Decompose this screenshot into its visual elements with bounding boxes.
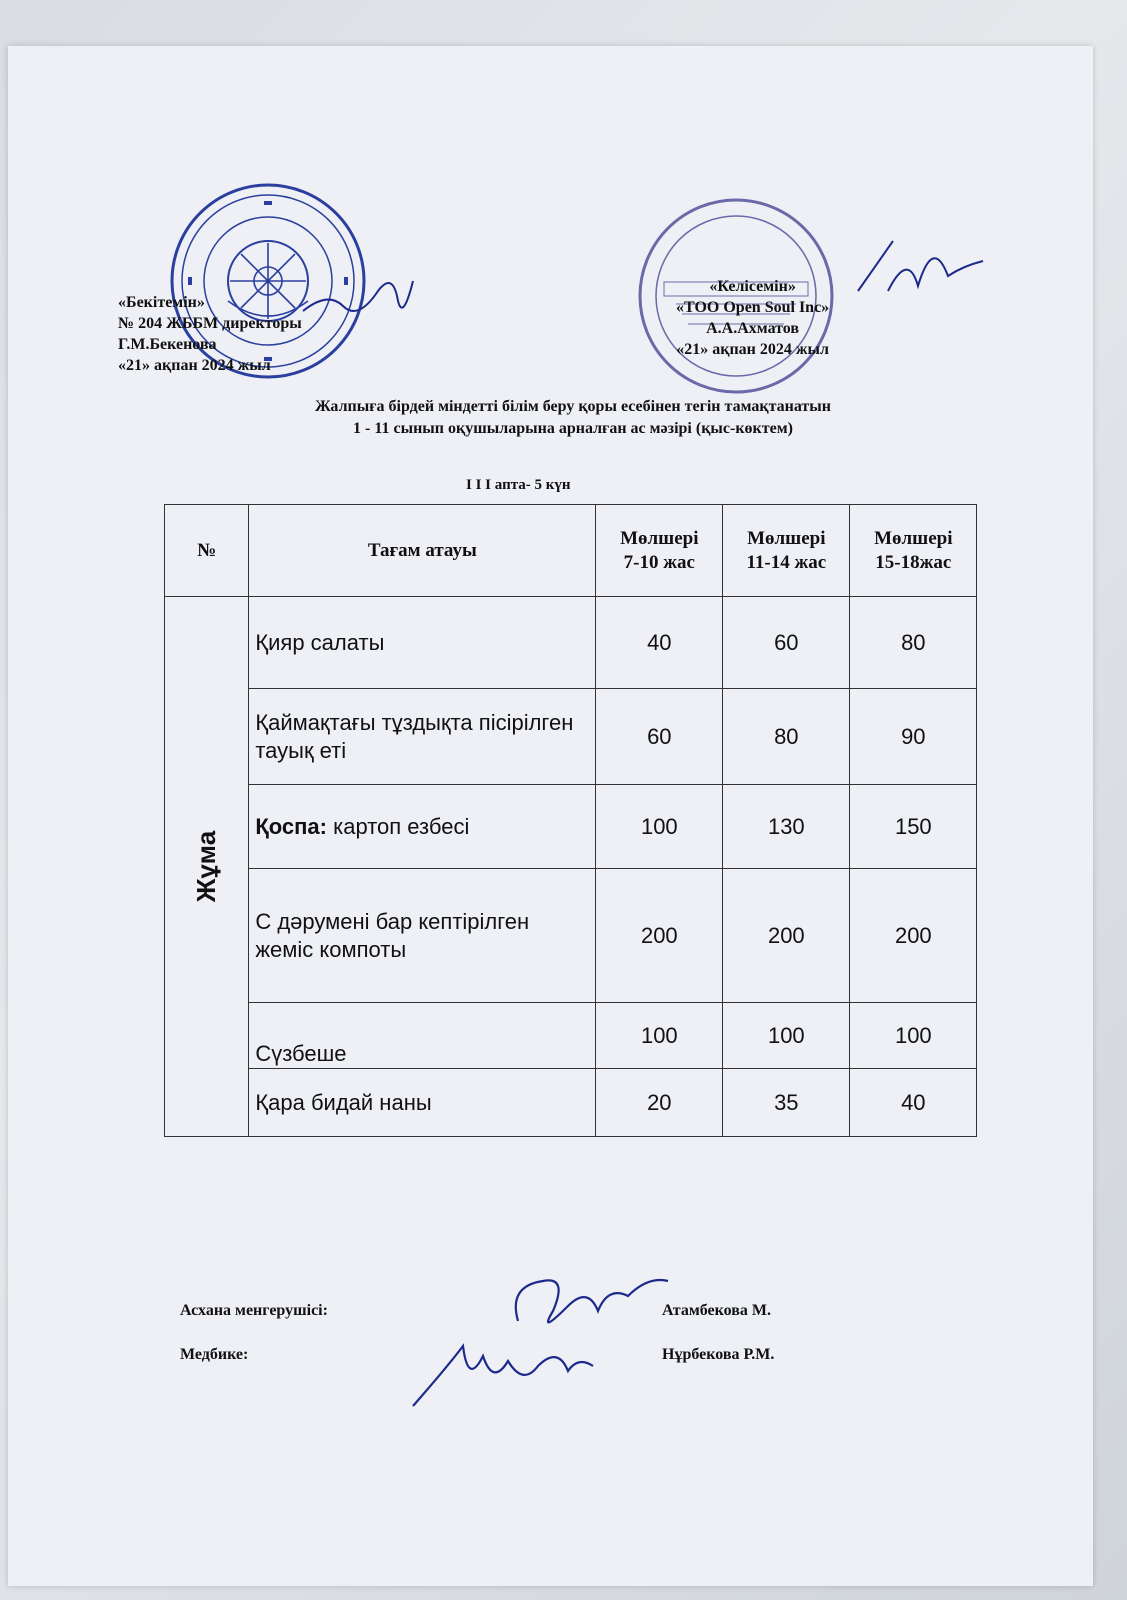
header-age: 7-10 жас: [623, 551, 695, 573]
approval-line: № 204 ЖББМ директоры: [118, 315, 302, 332]
document-title-line2: 1 - 11 сынып оқушыларына арналған ас мәзірі (қыс-көктем): [353, 420, 793, 437]
footer-name-canteen-head: Атамбекова М.: [662, 1302, 771, 1319]
table-row: [165, 1003, 977, 1069]
document-sheet: [8, 46, 1093, 1586]
portion-11-14: 200: [723, 869, 850, 1003]
portion-11-14: 35: [723, 1069, 850, 1137]
portion-7-10: 100: [596, 785, 723, 869]
approval-line: «21» ақпан 2024 жыл: [118, 357, 271, 374]
director-signature: [298, 261, 418, 331]
header-dish-name: Тағам атауы: [249, 505, 596, 597]
table-row: [165, 1069, 977, 1137]
table-row: [165, 597, 977, 689]
portion-15-18: 200: [850, 869, 977, 1003]
company-signature: [848, 231, 988, 311]
portion-15-18: 80: [850, 597, 977, 689]
nurse-signature: [408, 1326, 608, 1416]
header-label: Мөлшері: [747, 527, 826, 549]
table-header-row: [165, 505, 977, 597]
portion-11-14: 130: [723, 785, 850, 869]
dish-name-text: картоп езбесі: [326, 813, 470, 839]
header-age-7-10: [596, 505, 723, 597]
agreement-line: А.А.Ахматов: [706, 320, 800, 337]
portion-15-18: 90: [850, 689, 977, 785]
portion-7-10: 100: [596, 1003, 723, 1069]
approval-line: Г.М.Бекенова: [118, 336, 217, 353]
dish-name: Қияр салаты: [249, 597, 596, 689]
dish-name: Сүзбеше: [249, 1003, 596, 1069]
week-label: I I I апта- 5 күн: [466, 477, 571, 493]
footer-name-nurse: Нұрбекова Р.М.: [662, 1346, 775, 1363]
portion-15-18: 40: [850, 1069, 977, 1137]
footer-role-canteen-head: Асхана менгерушісі:: [180, 1302, 328, 1319]
dish-name: С дәрумені бар кептірілген жеміс компоты: [249, 869, 596, 1003]
header-age-15-18: [850, 505, 977, 597]
portion-15-18: 150: [850, 785, 977, 869]
dish-name: Қаймақтағы тұздықта пісірілген тауық еті: [249, 689, 596, 785]
portion-11-14: 80: [723, 689, 850, 785]
header-label: Мөлшері: [874, 527, 953, 549]
dish-name: [249, 785, 596, 869]
table-row: [165, 869, 977, 1003]
header-label: Мөлшері: [620, 527, 699, 549]
approval-line: «Бекітемін»: [118, 294, 205, 311]
header-age: 15-18жас: [875, 551, 952, 573]
agreement-line: «21» ақпан 2024 жыл: [676, 341, 829, 358]
table-row: [165, 785, 977, 869]
portion-15-18: 100: [850, 1003, 977, 1069]
dish-prefix: Қоспа:: [255, 813, 327, 839]
portion-7-10: 20: [596, 1069, 723, 1137]
approval-block: [118, 292, 302, 376]
day-label: Жұма: [191, 830, 222, 903]
portion-11-14: 100: [723, 1003, 850, 1069]
agreement-line: «ТОО Open Soul Inc»: [676, 299, 830, 316]
agreement-block: [676, 276, 829, 360]
document-title-line1: Жалпыға бірдей міндетті білім беру қоры есебінен тегін тамақтанатын: [315, 398, 831, 415]
menu-table: [164, 504, 977, 1137]
portion-7-10: 200: [596, 869, 723, 1003]
header-age: 11-14 жас: [746, 551, 827, 573]
dish-name: Қара бидай наны: [249, 1069, 596, 1137]
header-age-11-14: [723, 505, 850, 597]
header-number: №: [165, 505, 249, 597]
day-cell: [165, 597, 249, 1137]
portion-7-10: 60: [596, 689, 723, 785]
agreement-line: «Келісемін»: [709, 278, 796, 295]
portion-11-14: 60: [723, 597, 850, 689]
portion-7-10: 40: [596, 597, 723, 689]
table-row: [165, 689, 977, 785]
footer-role-nurse: Медбике:: [180, 1346, 249, 1363]
